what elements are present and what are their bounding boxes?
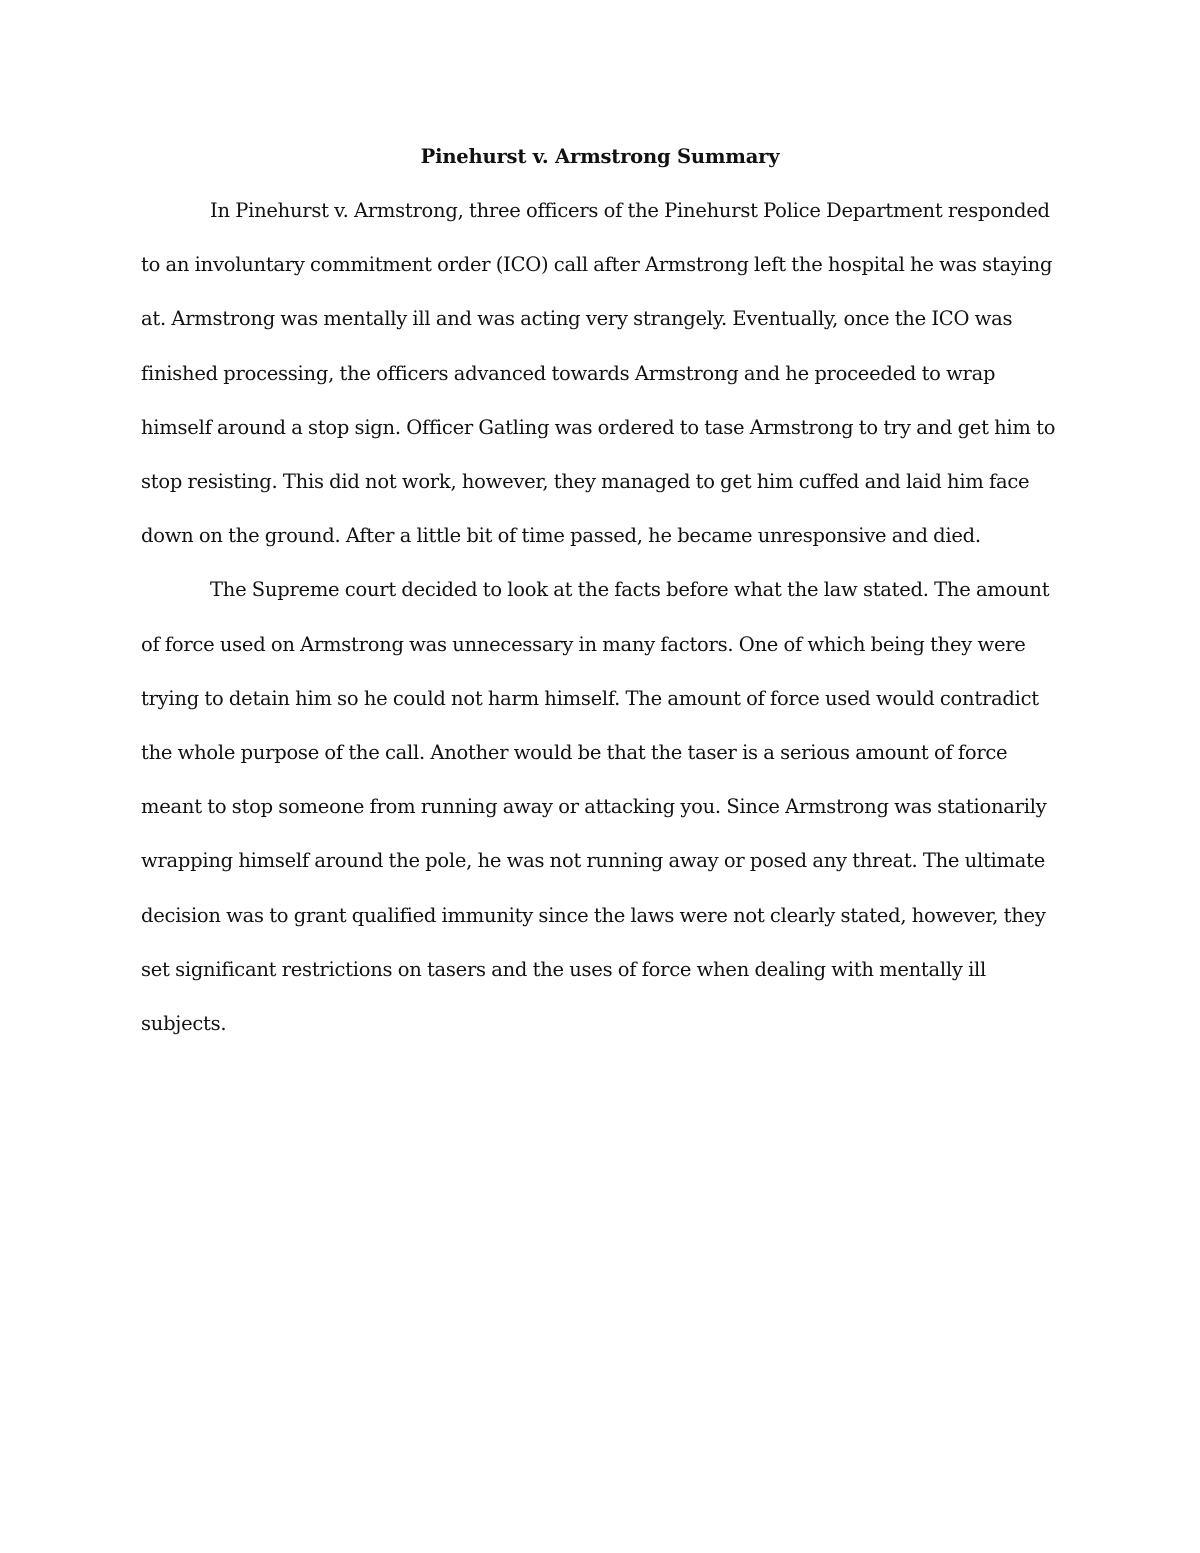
paragraph-2: The Supreme court decided to look at the facts before what the law stated. The amount of force used on Armstrong was unnecessary in many factors. One of which being they were trying to detain him so he could not harm himself. The amount of force used would contradict the whole purpose of the call. Another would be that the taser is a serious amount of force meant to stop someone from running away or attacking you. Since Armstrong was stationarily wrapping himself around the pole, he was not running away or posed any threat. The ultimate decision was to grant qualified immunity since the laws were not clearly stated, however, they set significant restrictions on tasers and the uses of force when dealing with mentally ill subjects.	[141, 578, 1050, 1036]
document-body	[141, 130, 1059, 1051]
document-title: Pinehurst v. Armstrong Summary	[420, 145, 780, 168]
paragraph-1: In Pinehurst v. Armstrong, three officers of the Pinehurst Police Department responded to an involuntary commitment order (ICO) call after Armstrong left the hospital he was staying at. Armstrong was mentally ill and was acting very strangely. Eventually, once the ICO was finished processing, the officers advanced towards Armstrong and he proceeded to wrap himself around a stop sign. Officer Gatling was ordered to tase Armstrong to try and get him to stop resisting. This did not work, however, they managed to get him cuffed and laid him face down on the ground. After a little bit of time passed, he became unresponsive and died.	[141, 199, 1056, 548]
